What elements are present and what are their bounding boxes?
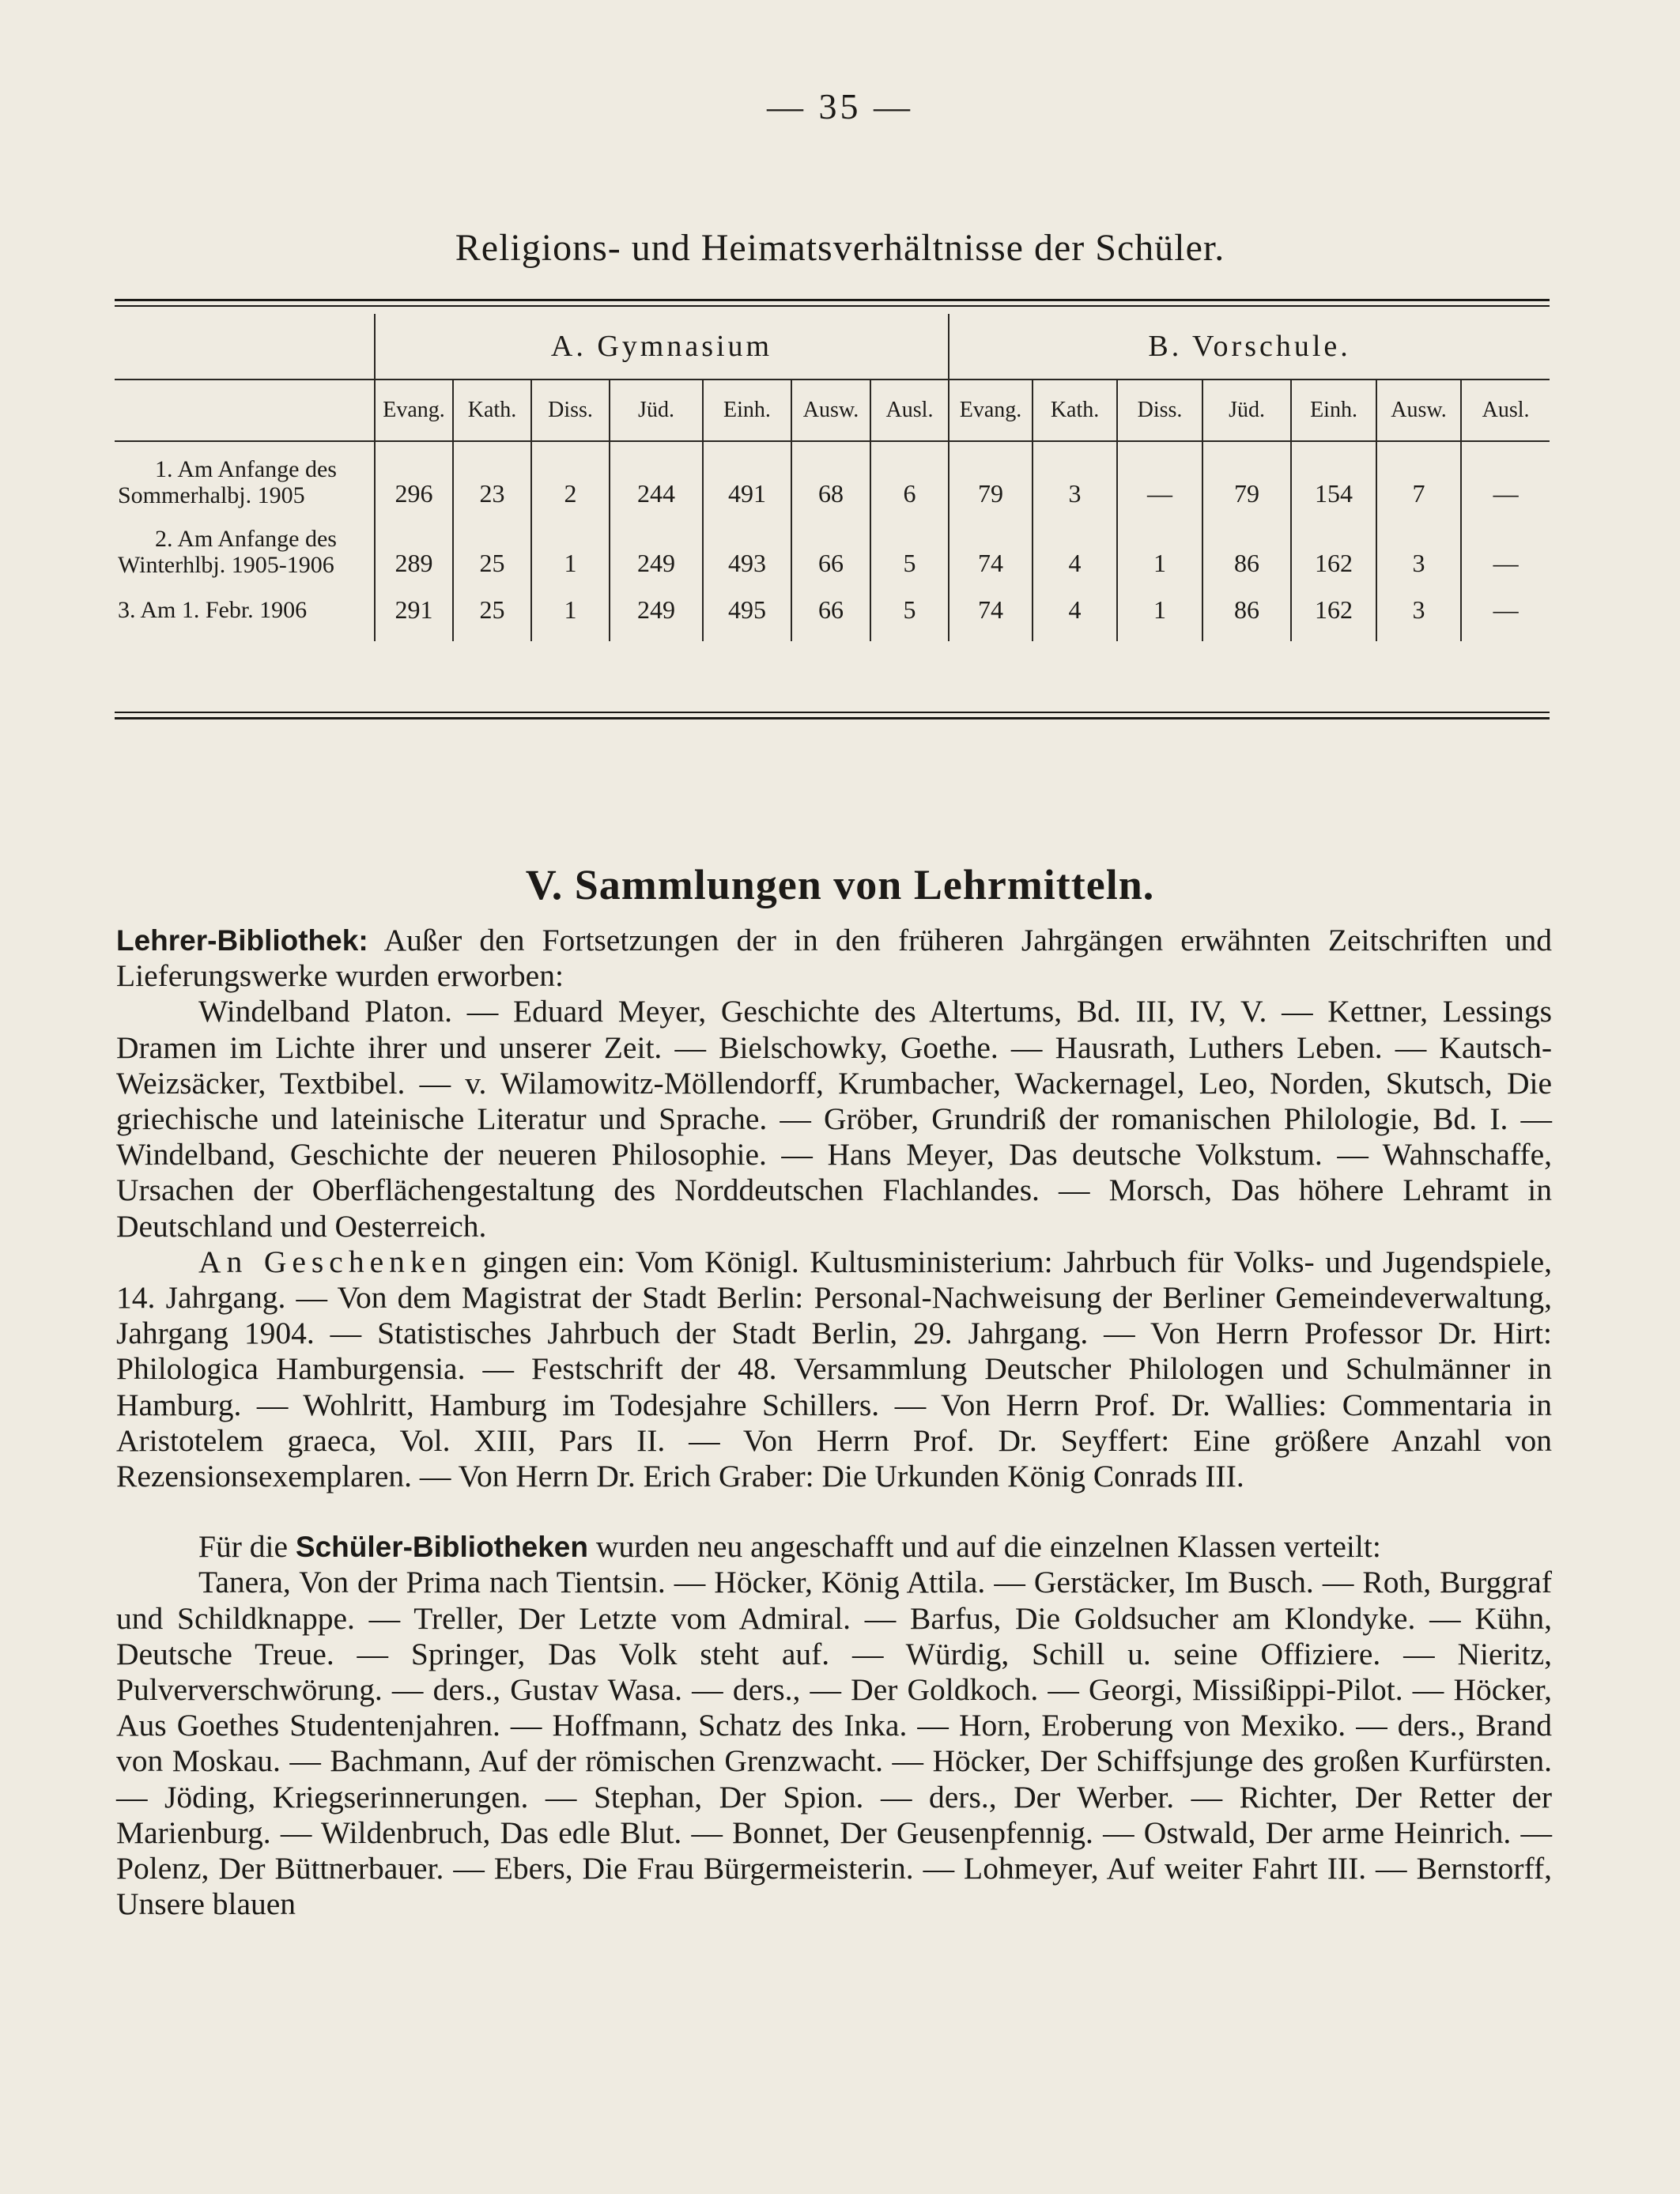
table-cell: 79 xyxy=(949,441,1033,512)
table-cell: — xyxy=(1461,441,1550,512)
table-cell: — xyxy=(1117,441,1202,512)
column-header: Diss. xyxy=(531,380,610,441)
column-header: Jüd. xyxy=(610,380,703,441)
column-header: Ausl. xyxy=(870,380,949,441)
table-cell: 249 xyxy=(610,581,703,641)
schueler-bibliothek-paragraph xyxy=(116,1529,1552,1565)
schueler-intro-post: wurden neu angeschafft und auf die einzelnen Klassen verteilt: xyxy=(587,1529,1381,1565)
table-top-rule-inner xyxy=(115,305,1550,307)
lehrer-bibliothek-paragraph xyxy=(116,923,1552,994)
table-cell: 495 xyxy=(703,581,791,641)
column-header: Ausw. xyxy=(791,380,870,441)
gifts-label: An Geschenken xyxy=(198,1244,472,1279)
table-cell: 23 xyxy=(453,441,531,512)
table-cell: 493 xyxy=(703,512,791,581)
table-cell: 79 xyxy=(1202,441,1291,512)
table-cell: 249 xyxy=(610,512,703,581)
table-cell: 4 xyxy=(1033,512,1117,581)
table-corner-cell-2 xyxy=(115,380,375,441)
table-cell: 244 xyxy=(610,441,703,512)
column-header: Kath. xyxy=(1033,380,1117,441)
gifts-text: gingen ein: Vom Königl. Kultusministerium: Jahrbuch für Volks- und Jugendspiele, 14. Jahrgang. — Von dem Magistrat der Stadt Berlin: Personal-Nachweisung der Berliner Gemeindeverwaltung, Jahrgang 1904. — Statistisches Jahrbuch der Stadt Berlin, 29. Jahrgang. — Von Herrn Professor Dr. Hirt: Philologica Hamburgensia. — Festschrift der 48. Versammlung Deutscher Philologen und Schulmänner in Hamburg. — Wohlritt, Hamburg im Todesjahre Schillers. — Von Herrn Prof. Dr. Wallies: Commentaria in Aristotelem graeca, Vol. XIII, Pars II. — Von Herrn Prof. Dr. Seyffert: Eine größere Anzahl von Rezensionsexemplaren. — Von Herrn Dr. Erich Graber: Die Urkunden König Conrads III. xyxy=(116,1244,1552,1494)
table-cell: — xyxy=(1461,512,1550,581)
table-cell: 3 xyxy=(1033,441,1117,512)
table-cell: 3 xyxy=(1376,581,1461,641)
table-title: Religions- und Heimatsverhältnisse der Schüler. xyxy=(455,227,1225,269)
table-corner-cell xyxy=(115,314,375,380)
page-number: — 35 — xyxy=(767,86,913,127)
table-cell: 296 xyxy=(375,441,453,512)
table-cell: 74 xyxy=(949,512,1033,581)
row-label xyxy=(115,581,375,641)
lehrer-bibliothek-intro: Außer den Fortsetzungen der in den früheren Jahrgängen erwähnten Zeitschriften und Lieferungswerke wurden erworben: xyxy=(116,923,1552,994)
group-vorschule-header: B. Vorschule. xyxy=(949,314,1550,380)
table-cell: 25 xyxy=(453,581,531,641)
table-cell: 86 xyxy=(1202,512,1291,581)
row-label xyxy=(115,512,375,581)
schueler-book-list: Tanera, Von der Prima nach Tientsin. — Höcker, König Attila. — Gerstäcker, Im Busch. — Roth, Burggraf und Schildknappe. — Treller, Der Letzte vom Admiral. — Barfus, Die Goldsucher am Klondyke. — Kühn, Deutsche Treue. — Springer, Das Volk steht auf. — Würdig, Schill u. seine Offiziere. — Nieritz, Pulververschwörung. — ders., Gustav Wasa. — ders., — Der Goldkoch. — Georgi, Missißippi-Pilot. — Höcker, Aus Goethes Studentenjahren. — Hoffmann, Schatz des Inka. — Horn, Eroberung von Mexiko. — ders., Brand von Moskau. — Bachmann, Auf der römischen Grenzwacht. — Höcker, Der Schiffsjunge des großen Kurfürsten. — Jöding, Kriegserinnerungen. — Stephan, Der Spion. — ders., Der Werber. — Richter, Der Retter der Marienburg. — Wildenbruch, Das edle Blut. — Bonnet, Der Geusenpfennig. — Ostwald, Der arme Heinrich. — Polenz, Der Büttnerbauer. — Ebers, Die Frau Bürgermeisterin. — Lohmeyer, Auf weiter Fahrt III. — Bernstorff, Unsere blauen xyxy=(116,1565,1552,1922)
table-cell: 4 xyxy=(1033,581,1117,641)
table-cell: 289 xyxy=(375,512,453,581)
table-cell: — xyxy=(1461,581,1550,641)
table-cell: 74 xyxy=(949,581,1033,641)
table-row xyxy=(115,441,1550,512)
table-cell: 5 xyxy=(870,512,949,581)
table-cell: 25 xyxy=(453,512,531,581)
row-label-line-2: Winterhlbj. 1905-1906 xyxy=(118,552,334,578)
table-bottom-rule xyxy=(115,712,1550,713)
lehrmittel-text xyxy=(116,923,1552,1922)
row-label-line-2: Sommerhalbj. 1905 xyxy=(118,482,305,508)
table-cell: 2 xyxy=(531,441,610,512)
lehrer-bibliothek-label: Lehrer-Bibliothek: xyxy=(116,924,368,957)
table-row xyxy=(115,581,1550,641)
table-cell: 1 xyxy=(1117,512,1202,581)
column-header: Kath. xyxy=(453,380,531,441)
table-column-header-row xyxy=(115,380,1550,441)
column-header: Ausw. xyxy=(1376,380,1461,441)
group-gymnasium-header: A. Gymnasium xyxy=(375,314,949,380)
table-bottom-rule-outer xyxy=(115,717,1550,719)
column-header: Evang. xyxy=(949,380,1033,441)
table-cell: 86 xyxy=(1202,581,1291,641)
gifts-paragraph xyxy=(116,1244,1552,1494)
table-cell: 1 xyxy=(531,512,610,581)
table-cell: 491 xyxy=(703,441,791,512)
row-label xyxy=(115,441,375,512)
religion-statistics-table xyxy=(115,314,1550,641)
column-header: Einh. xyxy=(703,380,791,441)
acquisitions-paragraph: Windelband Platon. — Eduard Meyer, Geschichte des Altertums, Bd. III, IV, V. — Kettner, Lessings Dramen im Lichte ihrer und unserer Zeit. — Bielschowky, Goethe. — Hausrath, Luthers Leben. — Kautsch-Weizsäcker, Textbibel. — v. Wilamowitz-Möllendorff, Krumbacher, Wackernagel, Leo, Norden, Skutsch, Die griechische und lateinische Literatur und Sprache. — Gröber, Grundriß der romanischen Philologie, Bd. I. — Windelband, Geschichte der neueren Philosophie. — Hans Meyer, Das deutsche Volkstum. — Wahnschaffe, Ursachen der Oberflächengestaltung des Norddeutschen Flachlandes. — Morsch, Das höhere Lehramt in Deutschland und Oesterreich. xyxy=(116,994,1552,1244)
schueler-intro-pre: Für die xyxy=(198,1529,296,1565)
table-cell: 3 xyxy=(1376,512,1461,581)
column-header: Ausl. xyxy=(1461,380,1550,441)
table-cell: 162 xyxy=(1291,581,1376,641)
column-header: Einh. xyxy=(1291,380,1376,441)
table-top-rule xyxy=(115,299,1550,301)
column-header: Jüd. xyxy=(1202,380,1291,441)
table-group-header-row xyxy=(115,314,1550,380)
table-cell: 6 xyxy=(870,441,949,512)
column-header: Diss. xyxy=(1117,380,1202,441)
table-cell: 291 xyxy=(375,581,453,641)
table-cell: 154 xyxy=(1291,441,1376,512)
row-label-line-2: 3. Am 1. Febr. 1906 xyxy=(118,596,308,623)
table-cell: 1 xyxy=(1117,581,1202,641)
table-cell: 7 xyxy=(1376,441,1461,512)
table-cell: 1 xyxy=(531,581,610,641)
table-cell: 66 xyxy=(791,512,870,581)
table-row xyxy=(115,512,1550,581)
column-header: Evang. xyxy=(375,380,453,441)
table-cell: 68 xyxy=(791,441,870,512)
table-cell: 5 xyxy=(870,581,949,641)
row-label-line-1: 2. Am Anfange des xyxy=(155,526,337,552)
table-cell: 162 xyxy=(1291,512,1376,581)
section-heading: V. Sammlungen von Lehrmitteln. xyxy=(525,861,1155,908)
row-label-line-1: 1. Am Anfange des xyxy=(155,456,337,482)
table-cell: 66 xyxy=(791,581,870,641)
schueler-bibliothek-label: Schüler-Bibliotheken xyxy=(295,1531,588,1564)
